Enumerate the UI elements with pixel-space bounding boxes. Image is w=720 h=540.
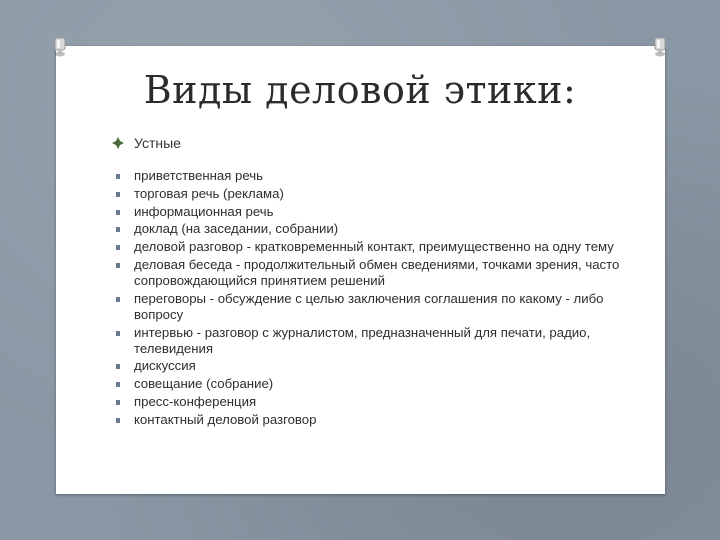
list-item-text: пресс-конференция <box>134 393 257 409</box>
list-item-text: переговоры - обсуждение с целью заключения соглашения по какому - либо вопросу <box>134 290 604 322</box>
list-item-text: доклад (на заседании, собрании) <box>134 221 339 237</box>
list-item <box>112 291 632 323</box>
square-bullet-icon <box>116 418 120 423</box>
list-item-text: деловой разговор - кратковременный контакт, преимущественно на одну тему <box>134 239 614 255</box>
list-item-text: совещание (собрание) <box>134 376 274 392</box>
pushpin-icon <box>52 36 68 58</box>
list-item-text: торговая речь (реклама) <box>134 185 284 201</box>
square-bullet-icon <box>116 174 120 179</box>
list-item <box>112 325 632 357</box>
square-bullet-icon <box>116 245 120 250</box>
square-bullet-icon <box>116 331 120 336</box>
list-item <box>112 257 632 289</box>
list-item <box>112 412 632 428</box>
square-bullet-icon <box>116 364 120 369</box>
section-label: Устные <box>134 135 181 151</box>
list-item <box>112 239 632 255</box>
list-item-text: контактный деловой разговор <box>134 411 317 427</box>
slide-title: Виды деловой этики: <box>143 68 577 112</box>
square-bullet-icon <box>116 227 120 232</box>
square-bullet-icon <box>116 382 120 387</box>
list-item-text: дискуссия <box>134 358 196 374</box>
list-item <box>112 358 632 374</box>
list-item-text: интервью - разговор с журналистом, предназначенный для печати, радио, телевидения <box>134 324 591 356</box>
bullet-list <box>112 168 632 430</box>
section-heading <box>112 135 181 151</box>
square-bullet-icon <box>116 400 120 405</box>
square-bullet-icon <box>116 192 120 197</box>
pushpin-icon <box>652 36 668 58</box>
list-item-text: приветственная речь <box>134 168 263 183</box>
list-item-text: информационная речь <box>134 203 274 219</box>
square-bullet-icon <box>116 297 120 302</box>
list-item <box>112 376 632 392</box>
square-bullet-icon <box>116 210 120 215</box>
diamond-bullet-icon <box>112 137 124 149</box>
list-item <box>112 186 632 202</box>
list-item <box>112 394 632 410</box>
list-item <box>112 221 632 237</box>
list-item-text: деловая беседа - продолжительный обмен сведениями, точками зрения, часто сопровождающийся принятием решений <box>134 256 620 288</box>
square-bullet-icon <box>116 263 120 268</box>
list-item <box>112 168 632 184</box>
list-item <box>112 204 632 220</box>
